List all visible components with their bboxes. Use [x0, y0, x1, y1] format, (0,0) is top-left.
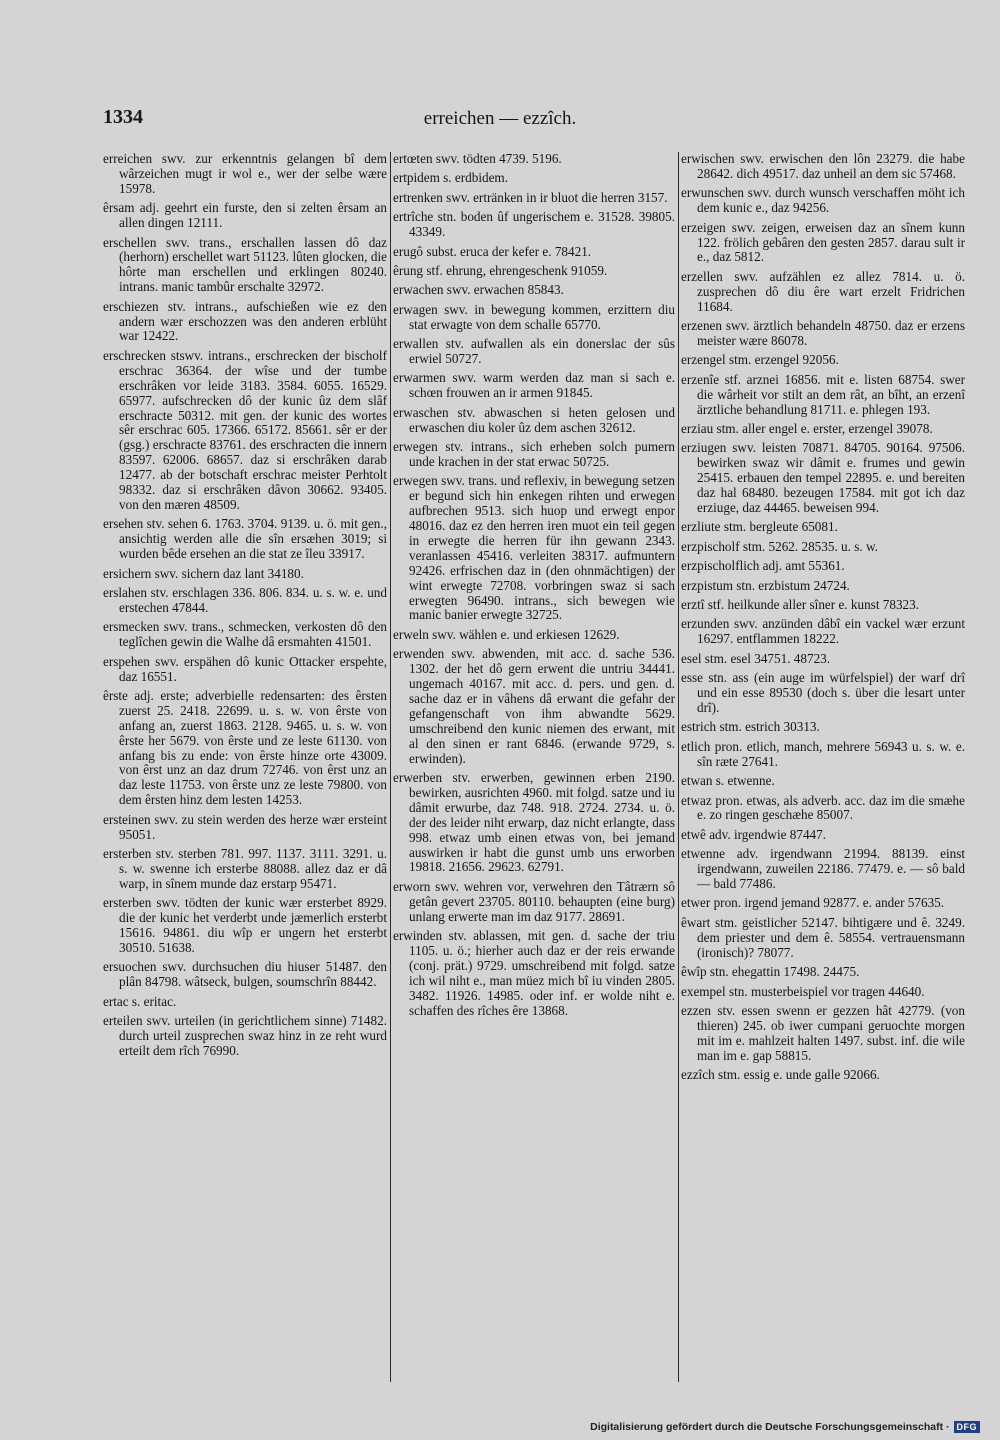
dictionary-entry: ersmecken swv. trans., schmecken, verkosten dô den teglîchen gewin die Walhe dâ ersmahten 41501. [103, 619, 387, 650]
dictionary-entry: erwischen swv. erwischen den lôn 23279. die habe 28642. dich 49517. daz unheil an dem sic 57468. [681, 152, 965, 181]
dictionary-entry: êrsam adj. geehrt ein furste, den si zelten êrsam an allen dingen 12111. [103, 200, 387, 231]
dictionary-entry: estrich stm. estrich 30313. [681, 719, 820, 735]
dictionary-entry: erzpischolflich adj. amt 55361. [681, 558, 845, 574]
dictionary-entry: erworn swv. wehren vor, verwehren den Tâtrærn sô getân gevert 23705. 80110. behaupten (eine burg) unlang erwerte man im daz 9177. 28691. [393, 878, 675, 924]
dictionary-entry: etwan s. etwenne. [681, 773, 775, 789]
dictionary-entry: etwer pron. irgend jemand 92877. e. ander 57635. [681, 895, 945, 911]
dictionary-entry: erwenden swv. abwenden, mit acc. d. sache 536. 1302. der het dô gern erwent die untriu 34441. ungemach 40167. mit acc. d. pers. und gen. d. sache daz er in vâhens dâ erwant die gefahr der gefangenschaft von ihm abwandte 5629. umschreibend den kunic niemen des erwant, mit al den sinen er rant 6846. (erwande 9729, s. erwinden). [393, 646, 675, 766]
dictionary-entry: ezzen stv. essen swenn er gezzen hât 42779. (von thieren) 245. ob iwer cumpani geruochte morgen mit im e. mahlzeit halten 1497. subst. inf. die wile man im e. gap 58815. [681, 1002, 965, 1063]
dictionary-entry: etwenne adv. irgendwann 21994. 88139. einst irgendwann, zuweilen 22186. 77479. e. — sô bald — bald 77486. [681, 846, 965, 892]
dictionary-entry: ertac s. eritac. [103, 993, 177, 1009]
dictionary-entry: erwunschen swv. durch wunsch verschaffen möht ich dem kunic e., daz 94256. [681, 185, 965, 216]
dictionary-entry: erwaschen stv. abwaschen si heten gelosen und erwaschen diu koler ûz dem aschen 32612. [393, 404, 675, 435]
dictionary-entry: ezzîch stm. essig e. unde galle 92066. [681, 1067, 880, 1083]
dictionary-entry: erschiezen stv. intrans., aufschießen wie ez den andern wær erschozzen was den anderen erblüht war 12422. [103, 298, 387, 344]
running-head: erreichen — ezzîch. [423, 108, 577, 129]
dictionary-entry: erwerben stv. erwerben, gewinnen erben 2190. bewirken, ausrichten 4960. mit folgd. satze und iu dâmit erwurbe, daz 748. 918. 2724. 2734. u. ö. der des leider niht erwarp, daz nicht erlangte, dass 998. etwaz umb einen etwas von, bei jemand auswirken ir habt die gunst umb uns erworben 19818. 21656. 29623. 62791. [393, 770, 675, 875]
dictionary-entry: erzeigen swv. zeigen, erweisen daz an sînem kunn 122. frölich gebâren den gesten 2857. darau sult ir e., daz 5812. [681, 219, 965, 265]
dictionary-entry: esel stm. esel 34751. 48723. [681, 650, 831, 666]
dictionary-entry: erziugen swv. leisten 70871. 84705. 90164. 97506. bewirken swaz wir dâmit e. frumes und gewin 25415. erbauen den tempel 22895. e. und bereiten daz hal 68480. bezeugen 17584. mit got ich daz erziuge, daz 44465. beweisen 994. [681, 440, 965, 516]
dictionary-entry: erzenîe stf. arznei 16856. mit e. listen 68754. swer die wârheit vor stilt an dem rât, an bîht, an erzenî ärztliche behandlung 81711. e. phlegen 193. [681, 371, 965, 417]
dictionary-entry: erugô subst. eruca der kefer e. 78421. [393, 243, 592, 259]
dictionary-entry: erwegen stv. intrans., sich erheben solch pumern unde krachen in der stat erwac 50725. [393, 439, 675, 469]
dictionary-entry: etlich pron. etlich, manch, mehrere 56943 u. s. w. e. sîn ræte 27641. [681, 738, 965, 769]
page-header [0, 106, 1000, 146]
dictionary-entry: erspehen swv. erspähen dô kunic Ottacker erspehte, daz 16551. [103, 653, 387, 684]
dictionary-entry: erzpistum stn. erzbistum 24724. [681, 577, 850, 593]
dictionary-entry: ersterben swv. tödten der kunic wær ersterbet 8929. die der kunic het verderbt unde jæmerlich ersterbt 15616. 94861. diu wîp er ungern het ersterbt 30510. 51638. [103, 895, 387, 955]
dictionary-columns [103, 152, 965, 1382]
dictionary-entry: ersteinen swv. zu stein werden des herze wær ersteint 95051. [103, 811, 387, 842]
dictionary-entry: ertpidem s. erdbidem. [393, 170, 508, 186]
dictionary-entry: erwarmen swv. warm werden daz man si sach e. schœn frouwen an ir armen 91845. [393, 370, 675, 401]
dictionary-entry: ertrîche stn. boden ûf ungerischem e. 31528. 39805. 43349. [393, 209, 675, 240]
dictionary-entry: erztî stf. heilkunde aller sîner e. kunst 78323. [681, 597, 920, 613]
dictionary-entry: esse stn. ass (ein auge im würfelspiel) der warf drî und ein esse 89530 (doch s. über die lesart unter drî). [681, 670, 965, 715]
dictionary-entry: erreichen swv. zur erkenntnis gelangen bî dem wârzeichen mugt ir wol e., wer der selbe wære 15978. [103, 152, 387, 196]
dictionary-entry: êwîp stn. ehegattin 17498. 24475. [681, 964, 860, 980]
dictionary-entry: êrung stf. ehrung, ehrengeschenk 91059. [393, 262, 608, 278]
footer-text: Digitalisierung gefördert durch die Deutsche Forschungsgemeinschaft · [590, 1421, 950, 1433]
dictionary-entry: erschrecken stswv. intrans., erschrecken der bischolf erschrac 36364. der wîse und der tumbe erschrâken vor leide 3183. 3584. 6055. 16529. 65977. aufschrecken dô der kunic ûz dem slâf erschracte 50312. mit gen. der kunic des wortes sêr erschrac 605. 17366. 65172. 85661. sêr er der (gsg.) erschracte 83761. des erschracten die innern 83597. 62006. 68657. daz si erschrâken darab 12477. ab der botschaft erschrac meister Perhtolt 98332. daz si erschrâken dâvon 30662. 93405. von den mæren 48509. [103, 347, 387, 512]
dictionary-entry: erschellen swv. trans., erschallen lassen dô daz (herhorn) erschellet wart 51123. lûten glocken, die hôrte man erschellen und erklingen 80240. intrans. manic tambûr erschalte 32972. [103, 234, 387, 295]
column-2 [393, 152, 675, 1382]
dictionary-entry: erziau stm. aller engel e. erster, erzengel 39078. [681, 421, 933, 436]
dictionary-entry: erslahen stv. erschlagen 336. 806. 834. u. s. w. e. und erstechen 47844. [103, 584, 387, 615]
dictionary-entry: ersuochen swv. durchsuchen diu hiuser 51487. den plân 84798. wâtseck, bulgen, soumschrîn 88442. [103, 959, 387, 990]
funding-footer [590, 1421, 980, 1433]
dictionary-entry: erzengel stm. erzengel 92056. [681, 352, 839, 368]
dictionary-entry: ertœten swv. tödten 4739. 5196. [393, 152, 562, 166]
column-divider [390, 152, 391, 1382]
column-1 [103, 152, 387, 1382]
dictionary-entry: erzellen swv. aufzählen ez allez 7814. u. ö. zusprechen dô diu êre wart erzelt Fridrichen 11684. [681, 268, 965, 314]
dictionary-entry: êrste adj. erste; adverbielle redensarten: des êrsten zuerst 25. 2418. 22699. u. s. w. von êrste von anfang an, zuerst 1863. 2128. 9465. u. s. w. von êrste her 5679. von êrste und ze leste 61130. von anfang bis zu ende: von êrste hinze orte 43009. von êrst unz an daz drum 72746. von êrst unz an daz leste 11753. von êrste unz ze leste 79800. von dem êrsten hinz dem lesten 14253. [103, 687, 387, 808]
dictionary-entry: etwê adv. irgendwie 87447. [681, 826, 827, 842]
dictionary-entry: erwachen swv. erwachen 85843. [393, 282, 564, 298]
column-divider [678, 152, 679, 1382]
dictionary-entry: erwinden stv. ablassen, mit gen. d. sache der triu 1105. u. ö.; hierher auch daz er der reis erwande (conj. prät.) 9729. umschreibend mit folgd. satze ich wil niht e., man müez mich bî iu vinden 2805. 3482. 11926. 14985. oder inf. er wolde niht e. schaffen des rîches êre 13868. [393, 928, 675, 1018]
dfg-logo: DFG [954, 1421, 981, 1433]
dictionary-entry: etwaz pron. etwas, als adverb. acc. daz im die smæhe e. zo ringen geschæhe 85007. [681, 792, 965, 823]
dictionary-entry: erzunden swv. anzünden dâbî ein vackel wær erzunt 16297. entflammen 18222. [681, 616, 965, 647]
dictionary-entry: ersehen stv. sehen 6. 1763. 3704. 9139. u. ö. mit gen., ansichtig werden alle die sîn ersæhen 3019; si wurden bêde ersehen an die stat ze îleu 33917. [103, 516, 387, 562]
dictionary-entry: erwagen swv. in bewegung kommen, erzittern diu stat erwagte von dem schalle 65770. [393, 301, 675, 332]
dictionary-entry: erzliute stm. bergleute 65081. [681, 519, 838, 535]
column-3 [681, 152, 965, 1382]
dictionary-entry: ersterben stv. sterben 781. 997. 1137. 3111. 3291. u. s. w. swenne ich ersterbe 88088. allez daz er dâ warp, in sînem munde daz erstarp 95471. [103, 845, 387, 891]
dictionary-entry: erweln swv. wählen e. und erkiesen 12629. [393, 626, 620, 642]
dictionary-entry: erwegen swv. trans. und reflexiv, in bewegung setzen er begund sich hin enkegen rihten und erwegen aufbrechen 9513. sich huop und erwegt enpor 48016. daz ez den herren iren muot ein teil gegen in erwegte die herren für ihn gewann 2343. veranlassen 45416. verleiten 38317. aufmuntern 92426. erfrischen daz in (den ohnmächtigen) der wint erwegte 72708. vorbringen swaz si sach erwegten 96490. intrans., sich bewegen wie manic banier erwegte 32725. [393, 473, 675, 623]
page-number: 1334 [103, 106, 143, 128]
dictionary-entry: êwart stm. geistlicher 52147. bihtigære und ê. 3249. dem priester und dem ê. 58554. vertrauensmann (ironisch)? 78077. [681, 914, 965, 960]
dictionary-entry: erzpischolf stm. 5262. 28535. u. s. w. [681, 538, 878, 554]
dictionary-entry: ertrenken swv. ertränken in ir bluot die herren 3157. [393, 189, 668, 205]
dictionary-entry: exempel stn. musterbeispiel vor tragen 44640. [681, 983, 925, 999]
dictionary-entry: erteilen swv. urteilen (in gerichtlichem sinne) 71482. durch urteil zusprechen swaz hinz in ze reht wurd erteilt dem rîch 76990. [103, 1013, 387, 1058]
dictionary-entry: erzenen swv. ärztlich behandeln 48750. daz er erzens meister wære 86078. [681, 318, 965, 348]
dictionary-entry: erwallen stv. aufwallen als ein donerslac der sûs erwiel 50727. [393, 336, 675, 366]
dictionary-entry: ersichern swv. sichern daz lant 34180. [103, 565, 304, 581]
